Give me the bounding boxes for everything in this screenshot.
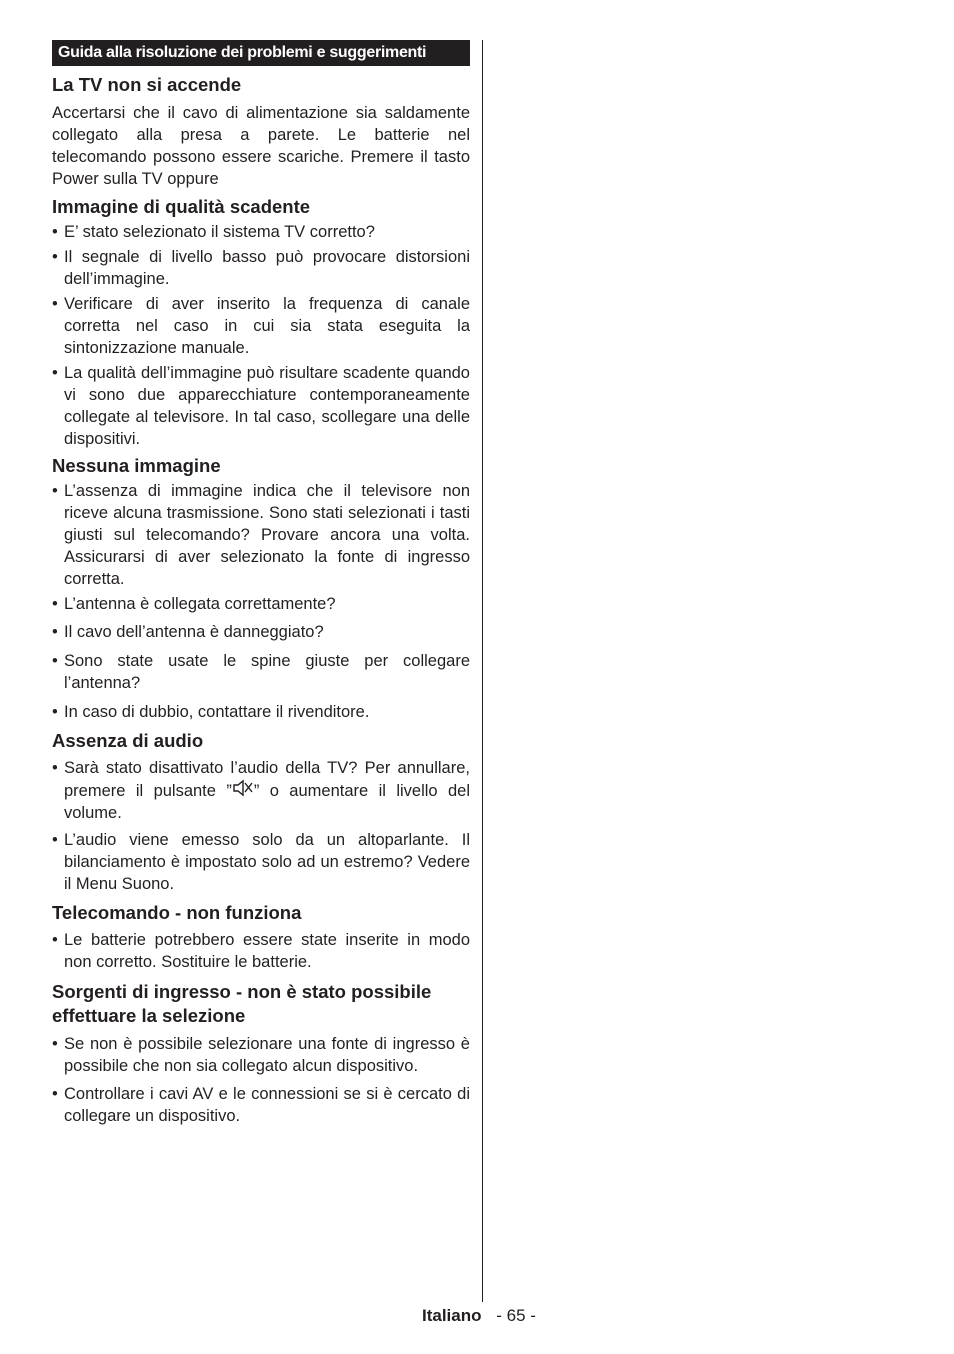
main-column	[52, 40, 470, 1127]
paragraph-power: Accertarsi che il cavo di alimentazione sia saldamente collegato alla presa a parete. Le batterie nel telecomando possono essere scariche. Premere il tasto Power sulla TV oppure	[52, 104, 470, 188]
list-item: • L’assenza di immagine indica che il televisore non riceve alcuna trasmissione. Sono stati selezionati i tasti giusti sul telecomando? Provare ancora una volta. Assicurarsi di aver selezionato la fonte di ingresso corretta.	[52, 482, 470, 588]
page-footer	[422, 1306, 536, 1326]
list-item: • La qualità dell’immagine può risultare scadente quando vi sono due apparecchiature contemporaneamente collegate al televisore. In tal caso, scollegare una delle dispositivi.	[52, 364, 470, 448]
list-nessuna-immagine	[52, 480, 470, 723]
heading-immagine-scadente: Immagine di qualità scadente	[52, 196, 311, 217]
page-number: - 65 -	[496, 1306, 536, 1325]
list-immagine-scadente	[52, 221, 470, 450]
list-item: • Le batterie potrebbero essere state inserite in modo non corretto. Sostituire le batterie.	[52, 931, 470, 971]
list-item: • L’antenna è collegata correttamente?	[52, 595, 336, 613]
list-item: • Verificare di aver inserito la frequenza di canale corretta nel caso in cui sia stata eseguita la sintonizzazione manuale.	[52, 295, 470, 357]
list-sorgenti-ingresso	[52, 1033, 470, 1127]
mute-speaker-icon	[232, 779, 254, 797]
heading-assenza-audio: Assenza di audio	[52, 730, 204, 751]
heading-telecomando: Telecomando - non funziona	[52, 902, 302, 923]
list-item: • Sono state usate le spine giuste per collegare l’antenna?	[52, 652, 470, 692]
column-divider	[482, 40, 483, 1302]
list-item: • L’audio viene emesso solo da un altoparlante. Il bilanciamento è impostato solo ad un estremo? Vedere il Menu Suono.	[52, 831, 470, 893]
footer-language: Italiano	[422, 1306, 482, 1325]
list-item: • Il segnale di livello basso può provocare distorsioni dell’immagine.	[52, 248, 470, 288]
list-item: • Il cavo dell’antenna è danneggiato?	[52, 623, 324, 641]
heading-nessuna-immagine: Nessuna immagine	[52, 455, 221, 476]
list-item: • Controllare i cavi AV e le connessioni se si è cercato di collegare un dispositivo.	[52, 1085, 470, 1125]
list-item: • Se non è possibile selezionare una fonte di ingresso è possibile che non sia collegato alcun dispositivo.	[52, 1035, 470, 1075]
heading-sorgenti-ingresso: Sorgenti di ingresso - non è stato possibile effettuare la selezione	[52, 981, 432, 1026]
list-item: • E’ stato selezionato il sistema TV corretto?	[52, 223, 375, 241]
section-title-bar: Guida alla risoluzione dei problemi e suggerimenti	[52, 40, 470, 66]
list-assenza-audio	[52, 757, 470, 895]
list-item: • Sarà stato disattivato l’audio della TV? Per annullare, premere il pulsante ” ” o aumentare il livello del volume.	[52, 759, 470, 822]
list-telecomando	[52, 929, 470, 973]
list-item: • In caso di dubbio, contattare il rivenditore.	[52, 703, 370, 721]
heading-tv-non-si-accende: La TV non si accende	[52, 74, 242, 95]
